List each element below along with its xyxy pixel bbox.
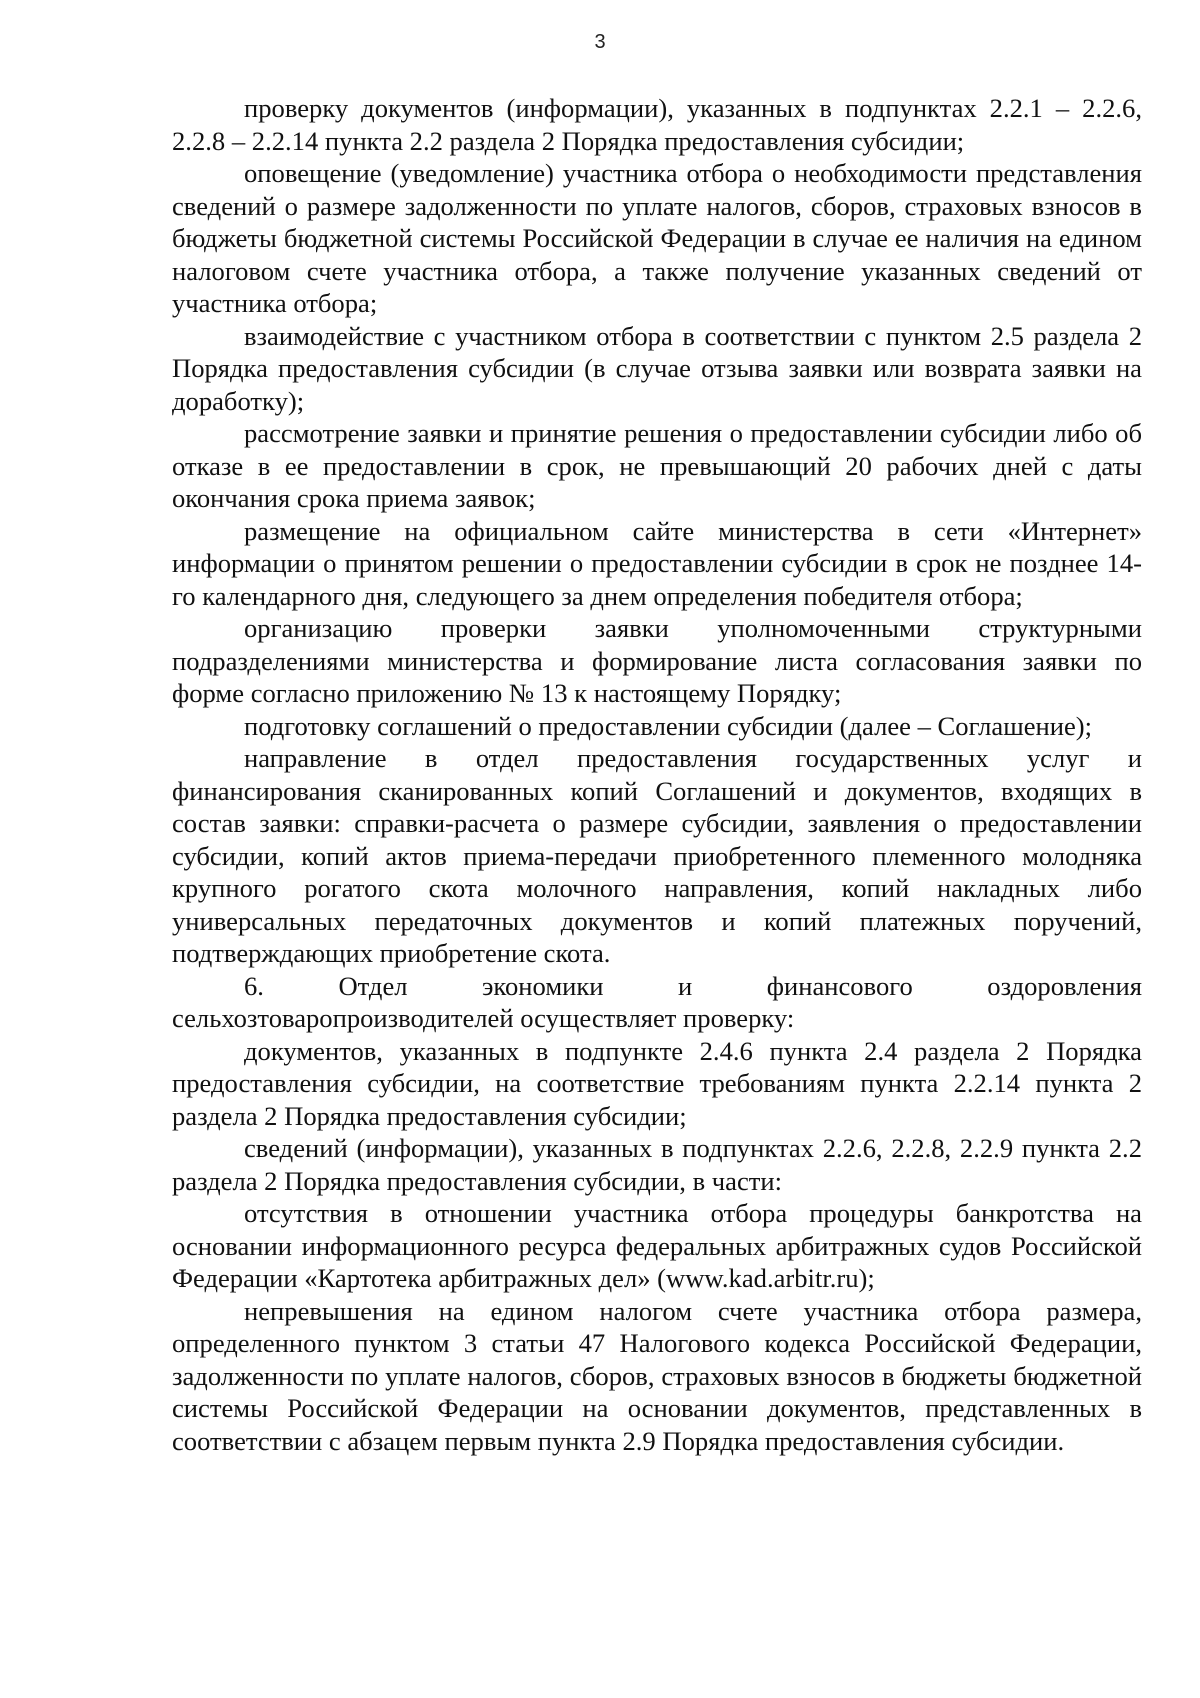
- paragraph-agreement-preparation: подготовку соглашений о предоставлении субсидии (далее – Соглашение);: [244, 710, 1093, 741]
- paragraph-tax-debt-limit: непревышения на едином налогом счете участника отбора размера, определенного пунктом 3 статьи 47 Налогового кодекса Российской Федерации, задолженности по уплате налогов, сборов, страховых взносов в бюджеты бюджетной системы Российской Федерации на основании документов, представленных в соответствии с абзацем первым пункта 2.9 Порядка предоставления субсидии.: [172, 1295, 1142, 1456]
- paragraph-application-verification: организацию проверки заявки уполномоченными структурными подразделениями министерства и формирование листа согласования заявки по форме согласно приложению № 13 к настоящему Порядку;: [172, 613, 1142, 708]
- paragraph-section-6: 6. Отдел экономики и финансового оздоровления сельхозтоваропроизводителей осуществляет проверку:: [172, 970, 1142, 1033]
- page-number: 3: [594, 31, 606, 53]
- paragraph-document-forwarding: направление в отдел предоставления государственных услуг и финансирования сканированных копий Соглашений и документов, входящих в состав заявки: справки-расчета о размере субсидии, заявления о предоставлении субсидии, копий актов приема-передачи приобретенного племенного молодняка крупного рогатого скота молочного направления, копий накладных либо универсальных передаточных документов и копий платежных поручений, подтверждающих приобретение скота.: [172, 743, 1142, 968]
- paragraph-document-check: проверку документов (информации), указанных в подпунктах 2.2.1 – 2.2.6, 2.2.8 – 2.2.14 пункта 2.2 раздела 2 Порядка предоставления субсидии;: [172, 93, 1142, 156]
- paragraph-application-review: рассмотрение заявки и принятие решения о предоставлении субсидии либо об отказе в ее предоставлении в срок, не превышающий 20 рабочих дней с даты окончания срока приема заявок;: [172, 418, 1142, 513]
- paragraph-bankruptcy-absence: отсутствия в отношении участника отбора процедуры банкротства на основании информационного ресурса федеральных арбитражных судов Российской Федерации «Картотека арбитражных дел» (www.kad.arbitr.ru);: [172, 1198, 1142, 1293]
- paragraph-website-publication: размещение на официальном сайте министерства в сети «Интернет» информации о принятом решении о предоставлении субсидии в срок не позднее 14-го календарного дня, следующего за днем определения победителя отбора;: [172, 515, 1142, 611]
- paragraph-participant-interaction: взаимодействие с участником отбора в соответствии с пунктом 2.5 раздела 2 Порядка предоставления субсидии (в случае отзыва заявки или возврата заявки на доработку);: [172, 320, 1142, 416]
- paragraph-debt-notification: оповещение (уведомление) участника отбора о необходимости представления сведений о размере задолженности по уплате налогов, сборов, страховых взносов в бюджеты бюджетной системы Российской Федерации в случае ее наличия на едином налоговом счете участника отбора, а также получение указанных сведений от участника отбора;: [172, 158, 1142, 318]
- paragraph-information-check: сведений (информации), указанных в подпунктах 2.2.6, 2.2.8, 2.2.9 пункта 2.2 раздела 2 Порядка предоставления субсидии, в части:: [172, 1133, 1142, 1196]
- paragraph-documents-compliance: документов, указанных в подпункте 2.4.6 пункта 2.4 раздела 2 Порядка предоставления субсидии, на соответствие требованиям пункта 2.2.14 пункта 2 раздела 2 Порядка предоставления субсидии;: [172, 1035, 1142, 1131]
- document-body: [172, 92, 1142, 1457]
